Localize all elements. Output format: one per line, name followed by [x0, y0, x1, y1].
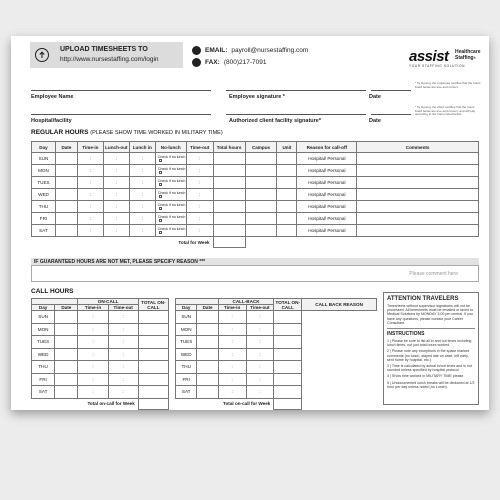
call-cell[interactable] — [55, 323, 78, 336]
fax-icon — [192, 58, 201, 67]
time-cell[interactable]: : — [186, 201, 213, 213]
regular-row — [32, 225, 479, 237]
call-cell[interactable] — [55, 311, 78, 324]
facility-label: Hospital/facility — [31, 118, 72, 124]
call-group-header: CALL-BACK — [218, 299, 274, 305]
time-cell[interactable]: : — [77, 165, 103, 177]
time-cell[interactable]: : — [103, 225, 129, 237]
total-hours-cell[interactable] — [213, 177, 245, 189]
call-cell[interactable]: : — [218, 348, 246, 361]
regular-row — [32, 153, 479, 165]
fax-value: (800)217-7091 — [223, 59, 267, 66]
regular-day-cell: SAT — [32, 225, 56, 237]
call-cell[interactable] — [302, 373, 377, 386]
call-cell[interactable]: : — [78, 361, 108, 374]
call-cell[interactable]: : — [246, 348, 274, 361]
call-cell[interactable] — [274, 373, 302, 386]
call-hours-title: CALL HOURS — [31, 288, 74, 295]
regular-cell[interactable] — [55, 189, 77, 201]
call-cell[interactable] — [302, 336, 377, 349]
time-cell[interactable]: : — [77, 189, 103, 201]
call-cell[interactable]: : — [246, 386, 274, 399]
regular-col-header: Campus — [245, 142, 277, 153]
call-cell[interactable]: : — [218, 336, 246, 349]
brand-logo — [409, 48, 481, 68]
employee-name-line[interactable] — [31, 90, 211, 91]
upload-title: UPLOAD TIMESHEETS TO — [60, 46, 148, 53]
facility-line[interactable] — [31, 114, 211, 115]
call-cell[interactable]: : — [78, 323, 108, 336]
call-cell[interactable]: : — [246, 323, 274, 336]
call-cell[interactable] — [274, 348, 302, 361]
callback-table — [175, 298, 377, 410]
guarantee-comment-input[interactable] — [31, 266, 479, 282]
call-cell[interactable] — [138, 361, 168, 374]
day-col-header: Day — [32, 305, 55, 311]
total-oncall-header: TOTAL ON-CALL — [138, 299, 168, 311]
call-cell[interactable]: : — [78, 386, 108, 399]
regular-cell[interactable] — [357, 189, 479, 201]
call-cell[interactable]: : — [78, 373, 108, 386]
call-day-cell: THU — [176, 361, 197, 374]
email-value[interactable]: payroll@nursestaffing.com — [231, 47, 309, 54]
call-cell[interactable]: : — [108, 311, 138, 324]
call-cell[interactable] — [302, 386, 377, 399]
regular-cell[interactable] — [245, 201, 277, 213]
timesheet — [11, 36, 489, 410]
total-oncall-week-label: Total on-call for Week — [223, 401, 271, 407]
time-out-header: Time-out — [246, 305, 274, 311]
regular-day-cell: FRI — [32, 213, 56, 225]
regular-cell[interactable] — [245, 165, 277, 177]
total-oncall-week-label: Total on-call for Week — [87, 401, 135, 407]
time-cell[interactable]: : — [103, 177, 129, 189]
call-cell[interactable] — [274, 336, 302, 349]
time-cell[interactable]: : — [77, 225, 103, 237]
call-day-cell: FRI — [176, 373, 197, 386]
regular-col-header: Time-in — [77, 142, 103, 153]
time-cell[interactable]: : — [77, 201, 103, 213]
time-cell[interactable]: : — [129, 189, 155, 201]
call-cell[interactable] — [138, 323, 168, 336]
time-cell[interactable]: : — [129, 177, 155, 189]
total-hours-cell[interactable] — [213, 201, 245, 213]
call-cell[interactable]: : — [246, 336, 274, 349]
no-lunch-checkbox[interactable]: Check if no lunch — [155, 225, 186, 237]
email-icon — [192, 46, 201, 55]
regular-day-cell: THU — [32, 201, 56, 213]
regular-col-header: Date — [55, 142, 77, 153]
time-cell[interactable]: : — [77, 213, 103, 225]
instruction-4: 4 | Show time worked in MILITARY TIME please — [387, 374, 464, 379]
call-cell[interactable]: : — [78, 348, 108, 361]
call-cell[interactable]: : — [108, 373, 138, 386]
call-cell[interactable] — [197, 361, 218, 374]
regular-hours-title: REGULAR HOURS (PLEASE SHOW TIME WORKED IN MILITARY TIME) — [31, 129, 223, 136]
no-lunch-checkbox[interactable]: Check if no lunch — [155, 189, 186, 201]
regular-cell[interactable] — [277, 213, 297, 225]
travelers-title: ATTENTION TRAVELERS — [387, 296, 459, 302]
call-day-cell: SAT — [32, 386, 55, 399]
regular-col-header: Total hours — [213, 142, 245, 153]
regular-cell[interactable] — [55, 165, 77, 177]
date-col-header: Date — [197, 305, 218, 311]
time-out-header: Time-out — [108, 305, 138, 311]
client-signature-line[interactable] — [226, 114, 366, 115]
guarantee-text: IF GUARANTEED HOURS ARE NOT MET, PLEASE SPECIFY REASON *** — [34, 259, 206, 265]
travelers-notice — [383, 292, 479, 405]
date-line-2[interactable] — [371, 114, 411, 115]
regular-row — [32, 201, 479, 213]
call-day-cell: WED — [32, 348, 55, 361]
instruction-3: 3 | Time is calculated by actual in/out times and is not rounded unless specified by hospital protocol — [387, 364, 472, 373]
call-day-cell: WED — [176, 348, 197, 361]
time-cell[interactable]: : — [103, 201, 129, 213]
call-cell[interactable]: : — [78, 311, 108, 324]
client-certify-note: * by signing, the client certifies that the hours listed below are true and correct, and will pay according to the hours listed below. — [415, 105, 476, 117]
call-day-cell: SUN — [176, 311, 197, 324]
time-cell[interactable]: : — [103, 213, 129, 225]
email-label: EMAIL: — [205, 47, 228, 54]
total-hours-cell[interactable] — [213, 153, 245, 165]
call-cell[interactable]: : — [108, 361, 138, 374]
regular-col-header: Day — [32, 142, 56, 153]
call-day-cell: MON — [176, 323, 197, 336]
call-off-reason[interactable]: Hospital/ Personal — [297, 153, 357, 165]
email-row — [192, 46, 308, 55]
total-hours-cell[interactable] — [213, 165, 245, 177]
call-cell[interactable] — [302, 323, 377, 336]
regular-cell[interactable] — [357, 177, 479, 189]
date-col-header: Date — [55, 305, 78, 311]
date-line-1[interactable] — [371, 90, 411, 91]
time-cell[interactable]: : — [186, 177, 213, 189]
travelers-body: Timesheets without supervisor signatures will not be processed. All timesheets must be emailed or faxed to Medical Solutions by MONDAY 3:00 pm central. If you have any questions, please contact your Career Consultant. — [387, 304, 474, 325]
employee-name-label: Employee Name — [31, 94, 74, 100]
call-cell[interactable]: : — [246, 373, 274, 386]
total-oncall-week-cell[interactable] — [138, 398, 168, 409]
regular-cell[interactable] — [55, 225, 77, 237]
client-signature-label: Authorized client facility signature* — [229, 118, 321, 124]
upload-banner[interactable] — [30, 42, 183, 68]
regular-day-cell: WED — [32, 189, 56, 201]
call-off-reason[interactable]: Hospital/ Personal — [297, 201, 357, 213]
call-cell[interactable] — [197, 323, 218, 336]
call-cell[interactable]: : — [78, 336, 108, 349]
comment-placeholder: Please comment here — [409, 271, 458, 277]
time-cell[interactable]: : — [103, 165, 129, 177]
call-cell[interactable] — [274, 386, 302, 399]
call-cell[interactable] — [55, 361, 78, 374]
time-cell[interactable]: : — [129, 225, 155, 237]
total-oncall-header: TOTAL ON-CALL — [275, 299, 300, 310]
total-hours-cell[interactable] — [213, 213, 245, 225]
instruction-1: 1 | Please be sure to list all in and out times including lunch times, not just total hours worked. — [387, 339, 472, 348]
call-cell[interactable] — [138, 336, 168, 349]
call-day-cell: TUES — [176, 336, 197, 349]
fax-row — [192, 58, 266, 67]
date-label-1: Date — [369, 94, 381, 100]
regular-col-header: Lunch-out — [103, 142, 129, 153]
regular-hours-table — [31, 141, 479, 248]
regular-col-header: Lunch in — [129, 142, 155, 153]
call-cell[interactable] — [55, 386, 78, 399]
time-cell[interactable]: : — [77, 177, 103, 189]
time-in-header: Time-in — [78, 305, 108, 311]
regular-cell[interactable] — [245, 225, 277, 237]
employee-signature-label: Employee signature * — [229, 94, 285, 100]
regular-day-cell: SUN — [32, 153, 56, 165]
regular-day-cell: MON — [32, 165, 56, 177]
fax-label: FAX: — [205, 59, 220, 66]
call-cell[interactable] — [197, 373, 218, 386]
regular-cell[interactable] — [357, 225, 479, 237]
regular-cell[interactable] — [277, 189, 297, 201]
regular-row — [32, 165, 479, 177]
regular-cell[interactable] — [357, 201, 479, 213]
call-cell[interactable]: : — [108, 323, 138, 336]
call-cell[interactable]: : — [218, 323, 246, 336]
brand-name: assist — [409, 48, 449, 65]
call-cell[interactable]: : — [218, 373, 246, 386]
call-off-reason[interactable]: Hospital/ Personal — [297, 189, 357, 201]
call-off-reason[interactable]: Hospital/ Personal — [297, 165, 357, 177]
regular-cell[interactable] — [245, 189, 277, 201]
oncall-table — [31, 298, 169, 410]
call-cell[interactable] — [274, 323, 302, 336]
total-hours-cell[interactable] — [213, 189, 245, 201]
employee-certify-note: * by signing, the employee certifies that the hours listed below are true and correct. — [415, 81, 481, 89]
no-lunch-checkbox[interactable]: Check if no lunch — [155, 177, 186, 189]
regular-row — [32, 213, 479, 225]
instruction-2: 2 | Please note any exceptions in the space marked comments (no lunch, stayed late on case, left early, sent home by hospital, etc.) — [387, 349, 470, 362]
call-cell[interactable] — [138, 348, 168, 361]
call-cell[interactable] — [302, 361, 377, 374]
no-lunch-checkbox[interactable]: Check if no lunch — [155, 165, 186, 177]
regular-cell[interactable] — [277, 225, 297, 237]
time-cell[interactable]: : — [103, 153, 129, 165]
regular-cell[interactable] — [277, 177, 297, 189]
call-day-cell: THU — [32, 361, 55, 374]
time-cell[interactable]: : — [186, 189, 213, 201]
cloud-upload-icon — [35, 48, 49, 62]
regular-cell[interactable] — [277, 165, 297, 177]
call-cell[interactable] — [197, 348, 218, 361]
call-cell[interactable] — [197, 386, 218, 399]
time-cell[interactable]: : — [186, 213, 213, 225]
time-cell[interactable]: : — [186, 225, 213, 237]
instructions-title: INSTRUCTIONS — [387, 331, 425, 338]
time-cell[interactable]: : — [129, 153, 155, 165]
call-cell[interactable] — [274, 311, 302, 324]
time-in-header: Time-in — [218, 305, 246, 311]
regular-day-cell: TUES — [32, 177, 56, 189]
regular-col-header: Reason for call-off — [297, 142, 357, 153]
regular-cell[interactable] — [357, 213, 479, 225]
call-cell[interactable] — [55, 373, 78, 386]
call-cell[interactable]: : — [218, 361, 246, 374]
call-cell[interactable]: : — [108, 336, 138, 349]
total-week-cell[interactable] — [213, 237, 245, 248]
total-hours-cell[interactable] — [213, 225, 245, 237]
call-cell[interactable] — [138, 386, 168, 399]
call-day-cell: SUN — [32, 311, 55, 324]
day-col-header: Day — [176, 305, 197, 311]
no-lunch-checkbox[interactable]: Check if no lunch — [155, 201, 186, 213]
time-cell[interactable]: : — [129, 165, 155, 177]
call-cell[interactable]: : — [108, 386, 138, 399]
regular-row — [32, 177, 479, 189]
time-cell[interactable]: : — [103, 189, 129, 201]
brand-tagline: YOUR STAFFING SOLUTION — [409, 64, 465, 68]
no-lunch-checkbox[interactable]: Check if no lunch — [155, 213, 186, 225]
time-cell[interactable]: : — [129, 201, 155, 213]
call-cell[interactable]: : — [246, 361, 274, 374]
call-day-cell: TUES — [32, 336, 55, 349]
regular-cell[interactable] — [277, 153, 297, 165]
call-off-reason[interactable]: Hospital/ Personal — [297, 225, 357, 237]
call-day-cell: FRI — [32, 373, 55, 386]
regular-cell[interactable] — [55, 213, 77, 225]
call-cell[interactable] — [302, 348, 377, 361]
total-week-label: Total for Week — [178, 239, 210, 245]
regular-col-header: No-lunch — [155, 142, 186, 153]
call-cell[interactable] — [55, 336, 78, 349]
call-off-reason[interactable]: Hospital/ Personal — [297, 213, 357, 225]
call-group-header: ON-CALL — [78, 299, 138, 305]
date-label-2: Date — [369, 118, 381, 124]
regular-cell[interactable] — [357, 153, 479, 165]
call-cell[interactable] — [197, 336, 218, 349]
employee-signature-line[interactable] — [226, 90, 366, 91]
call-cell[interactable]: : — [218, 311, 246, 324]
time-cell[interactable]: : — [186, 165, 213, 177]
call-cell[interactable] — [138, 311, 168, 324]
call-day-cell: SAT — [176, 386, 197, 399]
call-cell[interactable] — [302, 311, 377, 324]
regular-cell[interactable] — [245, 153, 277, 165]
regular-cell[interactable] — [277, 201, 297, 213]
regular-row — [32, 189, 479, 201]
brand-sub: Healthcare Staffing® — [455, 49, 481, 61]
regular-col-header: Comments — [357, 142, 479, 153]
call-cell[interactable]: : — [246, 311, 274, 324]
regular-col-header: Unit — [277, 142, 297, 153]
upload-url-link[interactable]: http://www.nursestaffing.com/login — [60, 56, 159, 63]
call-cell[interactable] — [55, 348, 78, 361]
regular-col-header: Time-out — [186, 142, 213, 153]
call-cell[interactable] — [197, 311, 218, 324]
regular-cell[interactable] — [245, 177, 277, 189]
regular-cell[interactable] — [55, 177, 77, 189]
call-cell[interactable]: : — [218, 386, 246, 399]
no-lunch-checkbox[interactable]: Check if no lunch — [155, 153, 186, 165]
instruction-5: 5 | Undocumented lunch breaks will be deducted at 1/2 hour per day unless noted (no Lunch). — [387, 380, 475, 389]
total-oncall-week-cell[interactable] — [274, 398, 302, 409]
regular-cell[interactable] — [55, 153, 77, 165]
guarantee-bar — [31, 258, 479, 266]
regular-cell[interactable] — [357, 165, 479, 177]
call-day-cell: MON — [32, 323, 55, 336]
call-cell[interactable]: : — [108, 348, 138, 361]
call-off-reason[interactable]: Hospital/ Personal — [297, 177, 357, 189]
call-cell[interactable] — [138, 373, 168, 386]
regular-cell[interactable] — [55, 201, 77, 213]
regular-cell[interactable] — [245, 213, 277, 225]
time-cell[interactable]: : — [129, 213, 155, 225]
time-cell[interactable]: : — [186, 153, 213, 165]
callback-reason-header: CALL BACK REASON — [302, 299, 377, 311]
time-cell[interactable]: : — [77, 153, 103, 165]
call-cell[interactable] — [274, 361, 302, 374]
